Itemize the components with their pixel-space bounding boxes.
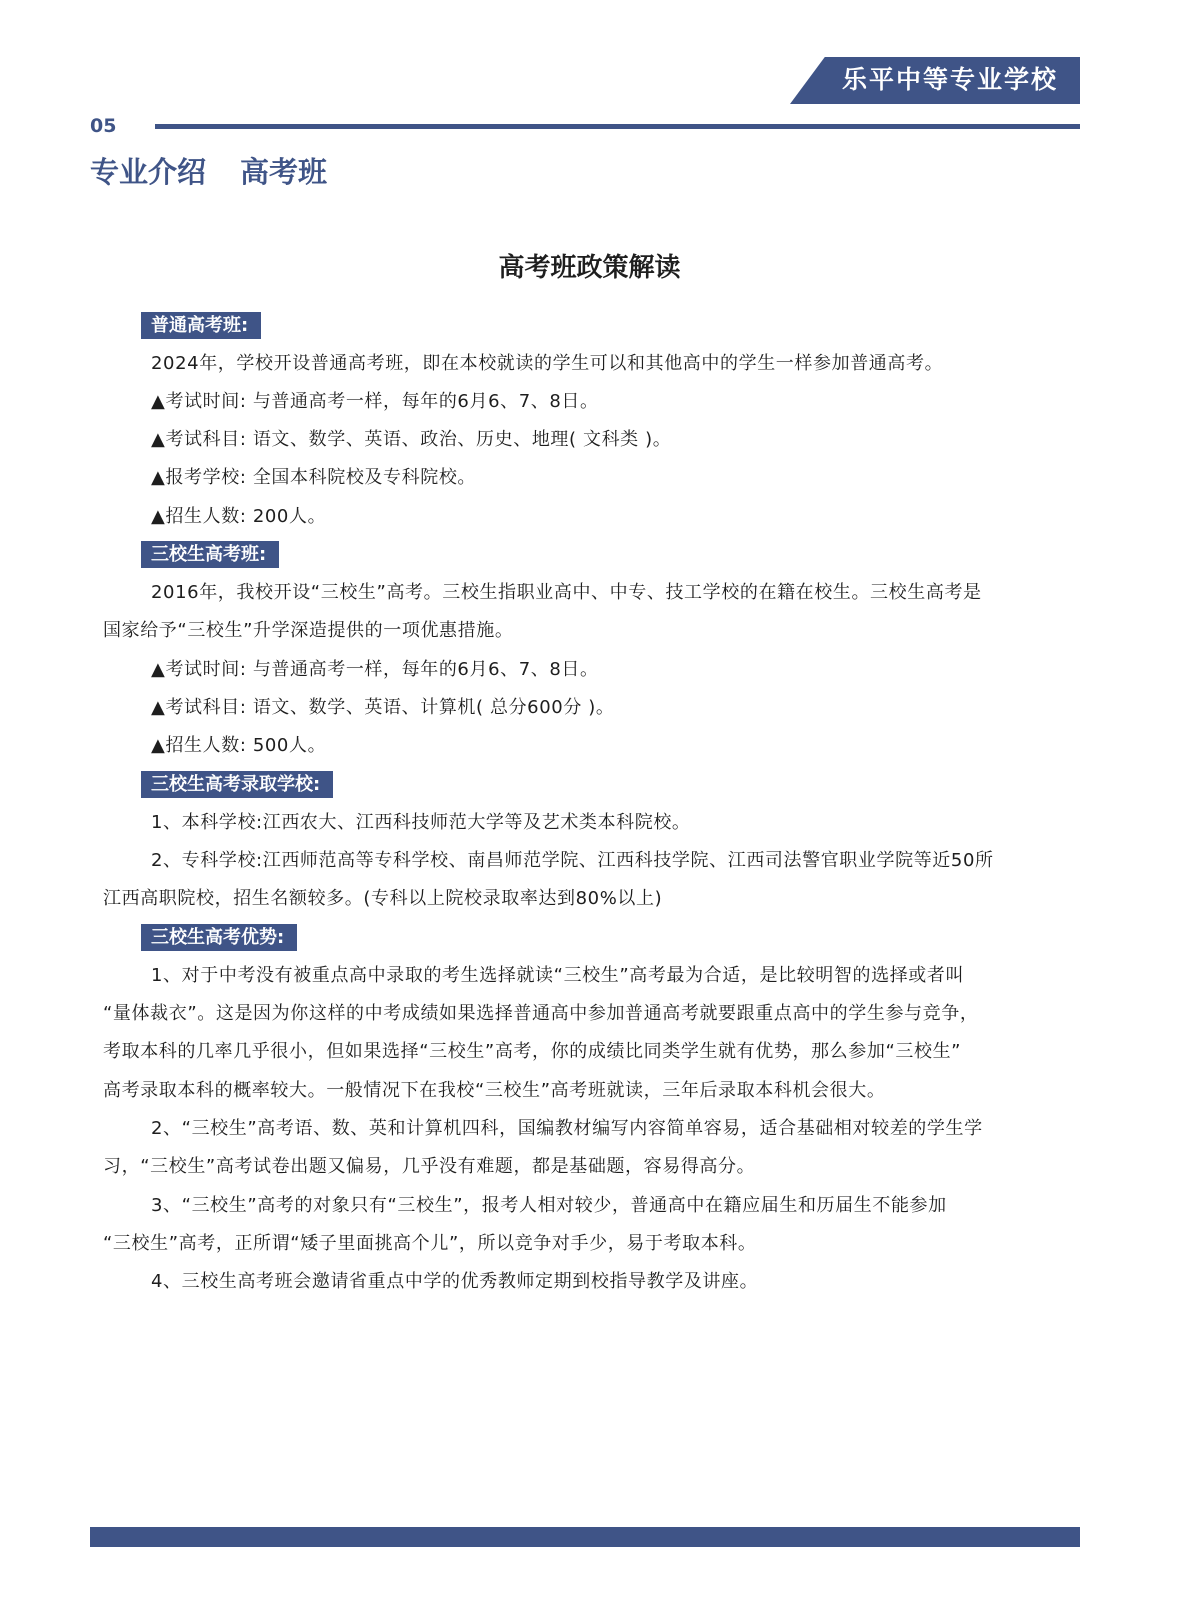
- bullet-item: ▲招生人数: 200人。: [151, 506, 327, 527]
- paragraph-line: 高考录取本科的概率较大。一般情况下在我校“三校生”高考班就读，三年后录取本科机会很大。: [103, 1080, 886, 1101]
- paragraph-line: 江西高职院校，招生名额较多。(专科以上院校录取率达到80%以上): [103, 888, 663, 909]
- section-name: 专业介绍: [90, 155, 207, 189]
- section-title: [90, 150, 327, 191]
- paragraph-line: 4、三校生高考班会邀请省重点中学的优秀教师定期到校指导教学及讲座。: [151, 1271, 759, 1292]
- section-label-regular-exam: 普通高考班:: [141, 312, 261, 339]
- paragraph-line: 1、本科学校:江西农大、江西科技师范大学等及艺术类本科院校。: [151, 812, 691, 833]
- paragraph-line: “量体裁衣”。这是因为你这样的中考成绩如果选择普通高中参加普通高考就要跟重点高中的学生参与竞争，: [103, 1003, 979, 1024]
- paragraph-line: 1、对于中考没有被重点高中录取的考生选择就读“三校生”高考最为合适，是比较明智的选择或者叫: [151, 965, 965, 986]
- paragraph-line: “三校生”高考，正所谓“矮子里面挑高个儿”，所以竞争对手少，易于考取本科。: [103, 1233, 757, 1254]
- paragraph-line: 2、“三校生”高考语、数、英和计算机四科，国编教材编写内容简单容易，适合基础相对较差的学生学: [151, 1118, 983, 1139]
- paragraph-line: 2016年，我校开设“三校生”高考。三校生指职业高中、中专、技工学校的在籍在校生。三校生高考是: [151, 582, 982, 603]
- bullet-item: ▲考试科目: 语文、数学、英语、计算机( 总分600分 )。: [151, 697, 615, 718]
- paragraph-line: 2、专科学校:江西师范高等专科学校、南昌师范学院、江西科技学院、江西司法警官职业学院等近50所: [151, 850, 994, 871]
- paragraph-line: 2024年，学校开设普通高考班，即在本校就读的学生可以和其他高中的学生一样参加普通高考。: [151, 353, 944, 374]
- paragraph-line: 国家给予“三校生”升学深造提供的一项优惠措施。: [103, 620, 514, 641]
- page-number: 05: [90, 115, 117, 137]
- paragraph-line: 考取本科的几率几乎很小，但如果选择“三校生”高考，你的成绩比同类学生就有优势，那么参加“三校生”: [103, 1041, 962, 1062]
- bullet-item: ▲考试时间: 与普通高考一样，每年的6月6、7、8日。: [151, 391, 599, 412]
- section-label-advantages: 三校生高考优势:: [141, 924, 297, 951]
- bullet-item: ▲招生人数: 500人。: [151, 735, 327, 756]
- bullet-item: ▲考试时间: 与普通高考一样，每年的6月6、7、8日。: [151, 659, 599, 680]
- subsection-name: 高考班: [240, 155, 328, 189]
- section-label-three-school-exam: 三校生高考班:: [141, 541, 279, 568]
- paragraph-line: 3、“三校生”高考的对象只有“三校生”，报考人相对较少，普通高中在籍应届生和历届生不能参加: [151, 1195, 947, 1216]
- footer-bar: [90, 1527, 1080, 1547]
- bullet-item: ▲报考学校: 全国本科院校及专科院校。: [151, 467, 477, 488]
- header-rule: [155, 124, 1080, 129]
- document-title: 高考班政策解读: [498, 253, 681, 283]
- school-name: 乐平中等专业学校: [842, 65, 1059, 94]
- bullet-item: ▲考试科目: 语文、数学、英语、政治、历史、地理( 文科类 )。: [151, 429, 672, 450]
- section-label-admission-schools: 三校生高考录取学校:: [141, 771, 333, 798]
- paragraph-line: 习，“三校生”高考试卷出题又偏易，几乎没有难题，都是基础题，容易得高分。: [103, 1156, 756, 1177]
